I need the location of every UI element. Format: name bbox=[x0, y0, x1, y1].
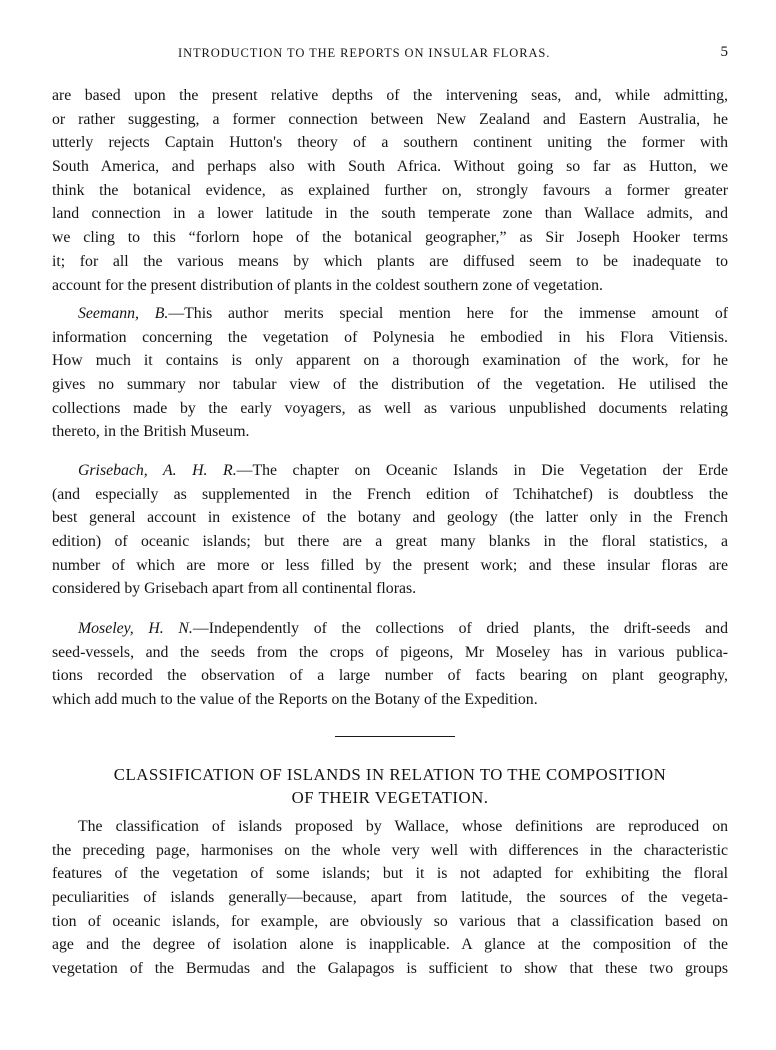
paragraph-wallace-continuation bbox=[52, 84, 728, 297]
running-header bbox=[52, 46, 728, 66]
author-name: Grisebach, A. H. R. bbox=[78, 462, 237, 479]
text-line: edition) of oceanic islands; but there are a great many blanks in the floral statistics, a bbox=[52, 533, 728, 551]
text-line bbox=[52, 302, 728, 326]
paragraph-classification bbox=[52, 815, 728, 981]
paragraph-seemann bbox=[52, 302, 728, 444]
text-line: or rather suggesting, a former connection between New Zealand and Eastern Australia, he bbox=[52, 110, 728, 128]
text-line: it; for all the various means by which plants are diffused seem to be inadequate to bbox=[52, 252, 728, 270]
text-line: the preceding page, harmonises on the whole very well with differences in the characteristic bbox=[52, 841, 728, 859]
text-line: (and especially as supplemented in the French edition of Tchihatchef) is doubtless the bbox=[52, 485, 728, 503]
section-heading-line: CLASSIFICATION OF ISLANDS IN RELATION TO THE COMPOSITION bbox=[113, 765, 667, 784]
text-line: gives no summary nor tabular view of the distribution of the vegetation. He utilised the bbox=[52, 376, 728, 394]
text-fragment: —Independently of the collections of dried plants, the drift-seeds and bbox=[192, 620, 728, 637]
text-line: considered by Grisebach apart from all continental floras. bbox=[52, 580, 417, 598]
paragraph-grisebach bbox=[52, 459, 728, 601]
text-line: account for the present distribution of plants in the coldest southern zone of vegetation. bbox=[52, 276, 603, 294]
text-fragment: —This author merits special mention here for the immense amount of bbox=[168, 305, 728, 322]
text-line: seed-vessels, and the seeds from the crops of pigeons, Mr Moseley has in various publica- bbox=[52, 643, 728, 661]
text-line: features of the vegetation of some islands; but it is not adapted for exhibiting the floral bbox=[52, 865, 728, 883]
paragraph-moseley bbox=[52, 617, 728, 712]
section-heading bbox=[52, 763, 728, 809]
text-line: South America, and perhaps also with South Africa. Without going so far as Hutton, we bbox=[52, 158, 728, 176]
text-line: tions recorded the observation of a large number of facts bearing on plant geography, bbox=[52, 667, 728, 685]
running-title: INTRODUCTION TO THE REPORTS ON INSULAR FLORAS. bbox=[178, 46, 551, 60]
text-line: information concerning the vegetation of Polynesia he embodied in his Flora Vitiensis. bbox=[52, 328, 728, 346]
text-line: tion of oceanic islands, for example, are obviously so various that a classification based on bbox=[52, 912, 728, 930]
text-line: age and the degree of isolation alone is inapplicable. A glance at the composition of the bbox=[52, 936, 728, 954]
text-line: best general account in existence of the botany and geology (the latter only in the French bbox=[52, 509, 728, 527]
text-line: thereto, in the British Museum. bbox=[52, 423, 250, 441]
text-line: which add much to the value of the Reports on the Botany of the Expedition. bbox=[52, 691, 538, 709]
section-heading-line: OF THEIR VEGETATION. bbox=[291, 788, 489, 807]
text-line: collections made by the early voyagers, as well as various unpublished documents relating bbox=[52, 399, 728, 417]
author-name: Moseley, H. N. bbox=[78, 620, 193, 637]
text-line: land connection in a lower latitude in the south temperate zone than Wallace admits, and bbox=[52, 205, 728, 223]
page-number: 5 bbox=[720, 44, 728, 60]
text-line: think the botanical evidence, as explained further on, strongly favours a former greater bbox=[52, 181, 728, 199]
text-line: How much it contains is only apparent on a thorough examination of the work, for he bbox=[52, 352, 728, 370]
text-line: vegetation of the Bermudas and the Galapagos is sufficient to show that these two groups bbox=[52, 960, 728, 978]
text-line bbox=[52, 617, 728, 641]
text-line: The classification of islands proposed by Wallace, whose definitions are reproduced on bbox=[78, 818, 728, 835]
text-line bbox=[52, 459, 728, 483]
text-line: number of which are more or less filled by the present work; and these insular floras are bbox=[52, 556, 728, 574]
text-line: are based upon the present relative depths of the intervening seas, and, while admitting, bbox=[52, 87, 728, 104]
text-line: we cling to this “forlorn hope of the botanical geographer,” as Sir Joseph Hooker terms bbox=[52, 229, 728, 247]
section-divider bbox=[335, 736, 455, 737]
text-line: utterly rejects Captain Hutton's theory of a southern continent uniting the former with bbox=[52, 134, 728, 152]
author-name: Seemann, B. bbox=[78, 305, 169, 322]
text-line: peculiarities of islands generally—because, apart from latitude, the sources of the vegeta- bbox=[52, 889, 728, 907]
text-fragment: —The chapter on Oceanic Islands in Die Vegetation der Erde bbox=[236, 462, 728, 479]
